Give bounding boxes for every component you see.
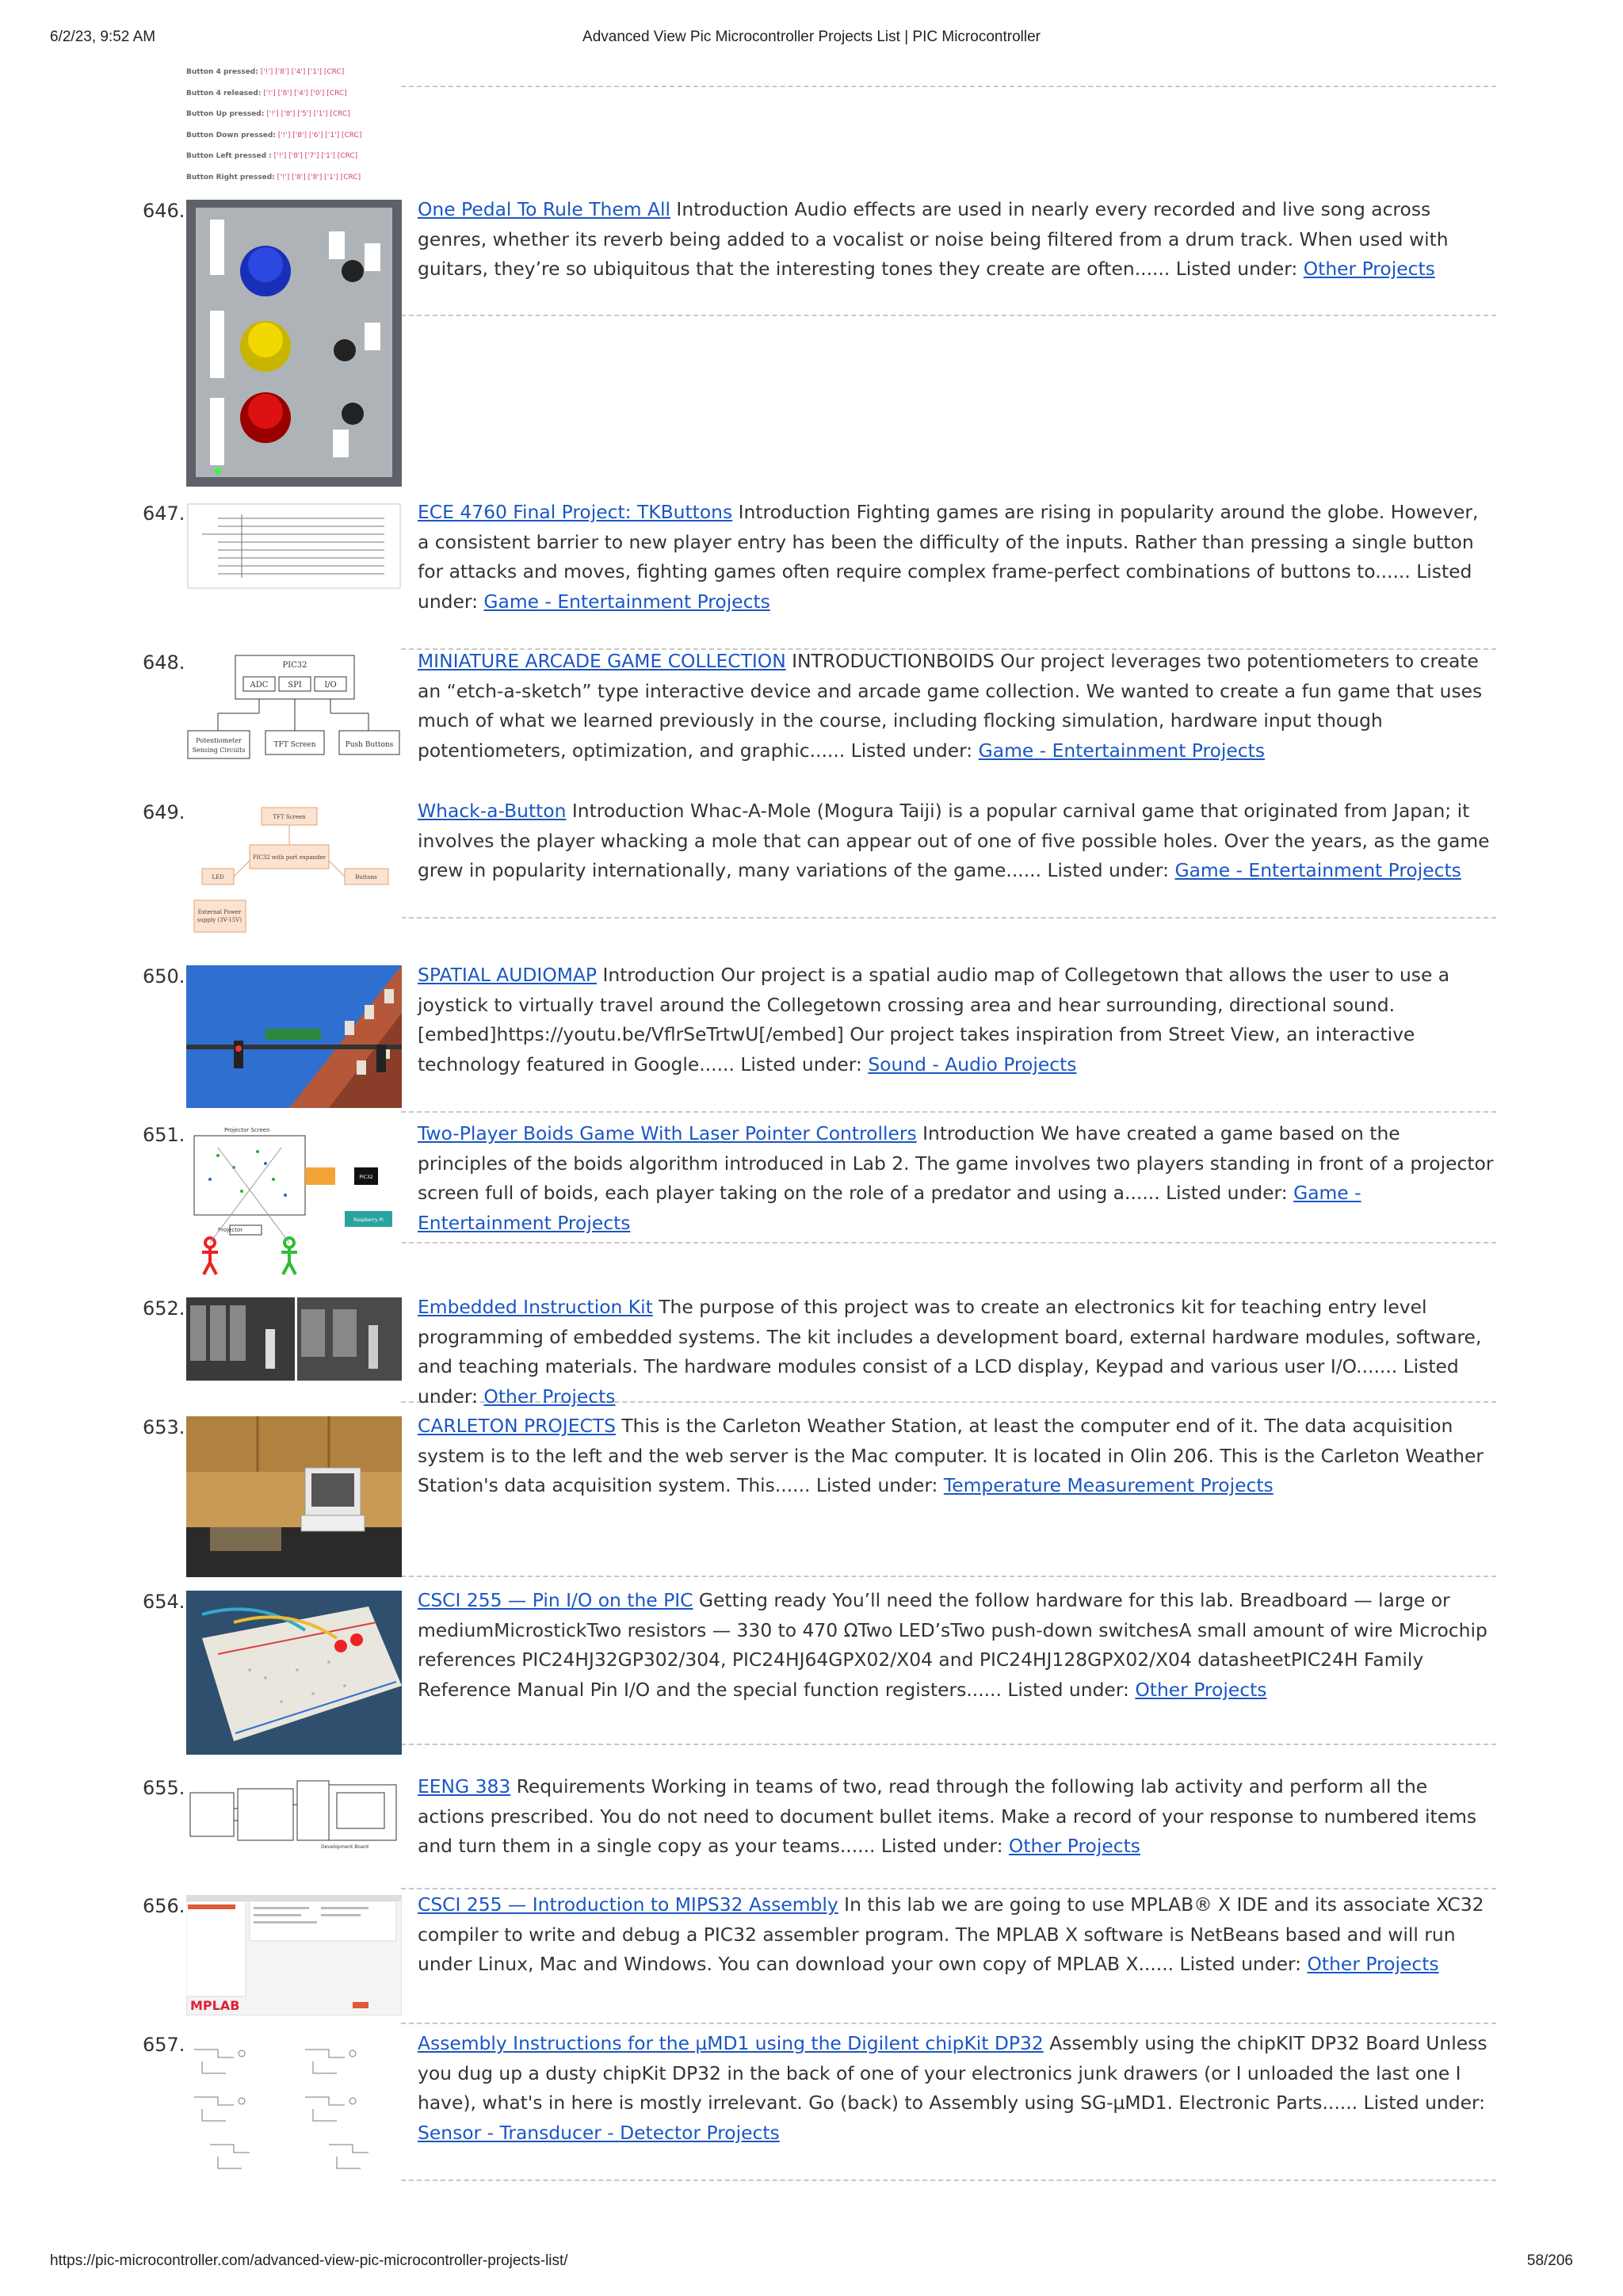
item-number: 649. — [143, 801, 185, 823]
item-number: 650. — [143, 965, 185, 988]
svg-text:TFT Screen: TFT Screen — [273, 741, 316, 749]
separator — [401, 917, 1496, 919]
project-title-link[interactable]: One Pedal To Rule Them All — [418, 198, 670, 220]
project-thumbnail[interactable] — [186, 801, 402, 936]
project-description: SPATIAL AUDIOMAP Introduction Our project is a spatial audio map of Collegetown that allows the user to use a joystick to virtually travel around the Collegetown crossing area and hear surrounding, directional sound. [embed]https://youtu.be/VflrSeTrtwU[/embed] Our project takes inspiration from Street View, an interactive technology featured in Google...... Listed under: Sound - Audio Projects — [418, 964, 1450, 1075]
separator — [401, 86, 1496, 87]
item-number: 656. — [143, 1895, 185, 1917]
svg-text:Projector: Projector — [218, 1227, 243, 1233]
item-number: 651. — [143, 1124, 185, 1146]
code-line: Button 4 released: ['!'] ['8'] ['4'] ['0'] [CRC] — [186, 89, 347, 97]
project-title-link[interactable]: Two-Player Boids Game With Laser Pointer Controllers — [418, 1122, 917, 1144]
item-number: 654. — [143, 1591, 185, 1613]
project-title-link[interactable]: Embedded Instruction Kit — [418, 1296, 653, 1318]
project-thumbnail[interactable] — [186, 965, 402, 1108]
separator — [401, 1888, 1496, 1889]
project-description: ECE 4760 Final Project: TKButtons Introduction Fighting games are rising in popularity around the globe. However, a consistent barrier to new player entry has been the difficulty of the inputs. Rather than pressing a single button for attacks and moves, fighting games often require complex frame-perfect combinations of buttons to...... Listed under: Game - Entertainment Projects — [418, 501, 1479, 613]
project-description: CSCI 255 — Introduction to MIPS32 Assembly In this lab we are going to use MPLAB® X IDE and its associate XC32 compiler to write and debug a PIC32 assembler program. The MPLAB X software is NetBeans based and will run under Linux, Mac and Windows. You can download your own copy of MPLAB X...... Listed under: Other Projects — [418, 1893, 1484, 1975]
item-number: 647. — [143, 502, 185, 525]
svg-text:Potentiometer: Potentiometer — [196, 737, 242, 744]
project-description: CSCI 255 — Pin I/O on the PIC Getting ready You’ll need the follow hardware for this lab. Breadboard — large or mediumMicrostickTwo resistors — 330 to 470 ΩTwo LED’sTwo push-down switchesA small amount of wire Microchip references PIC24HJ32GP302/304, PIC24HJ64GPX02/X04 and PIC24HJ128GPX02/X04 datasheetPIC24H Family Reference Manual Pin I/O and the special function registers...... Listed under: Other Projects — [418, 1589, 1487, 1701]
svg-text:Push Buttons: Push Buttons — [345, 741, 394, 749]
svg-text:Sensing Circuits: Sensing Circuits — [192, 747, 246, 754]
svg-text:supply (3V-15V): supply (3V-15V) — [197, 917, 242, 923]
print-datetime: 6/2/23, 9:52 AM — [50, 29, 156, 45]
project-title-link[interactable]: CSCI 255 — Introduction to MIPS32 Assembly — [418, 1893, 838, 1916]
category-link[interactable]: Other Projects — [1135, 1678, 1267, 1701]
separator — [401, 1111, 1496, 1113]
project-description: Assembly Instructions for the µMD1 using the Digilent chipKit DP32 Assembly using the chipKIT DP32 Board Unless you dug up a dusty chipKit DP32 in the back of one of your electronics junk drawers (or I unloaded the last one I have), what's in here is mostly irrelevant. Go (back) to Assembly using SG-µMD1. Electronic Parts...... Listed under: Sensor - Transducer - Detector Projects — [418, 2032, 1487, 2144]
category-link[interactable]: Game - Entertainment Projects — [483, 590, 770, 613]
project-title-link[interactable]: CARLETON PROJECTS — [418, 1415, 616, 1437]
svg-text:Projector Screen: Projector Screen — [224, 1127, 270, 1133]
project-description: CARLETON PROJECTS This is the Carleton Weather Station, at least the computer end of it. The data acquisition system is to the left and the web server is the Mac computer. It is located in Olin 206. This is the Carleton Weather Station's data acquisition system. This...... Listed under: Temperature Measurement Projects — [418, 1415, 1484, 1496]
project-title-link[interactable]: Whack-a-Button — [418, 800, 567, 822]
project-thumbnail[interactable] — [186, 1895, 402, 2015]
category-link[interactable]: Other Projects — [1008, 1835, 1140, 1857]
svg-text:LED: LED — [212, 874, 224, 881]
svg-text:MPLAB: MPLAB — [190, 1998, 240, 2013]
category-link[interactable]: Game - Entertainment Projects — [1174, 859, 1461, 881]
previous-entry-thumbnail — [186, 62, 402, 185]
svg-text:PIC32: PIC32 — [282, 661, 307, 670]
project-thumbnail[interactable] — [186, 1124, 402, 1278]
item-number: 655. — [143, 1777, 185, 1799]
item-number: 646. — [143, 200, 185, 222]
svg-text:Buttons: Buttons — [355, 874, 377, 881]
print-page-number: 58/206 — [1526, 2252, 1573, 2269]
print-page-title: Advanced View Pic Microcontroller Projects List | PIC Microcontroller — [582, 29, 1041, 45]
project-thumbnail[interactable] — [186, 1591, 402, 1755]
separator — [401, 2179, 1496, 2181]
project-description: One Pedal To Rule Them All Introduction Audio effects are used in nearly every recorded and live song across genres, whether its reverb being added to a vocalist or noise being filtered from a drum track. When used with guitars, they’re so ubiquitous that the interesting tones they create are often...... Listed under: Other Projects — [418, 198, 1449, 280]
code-line: Button Down pressed: ['!'] ['8'] ['6'] ['1'] [CRC] — [186, 131, 362, 139]
code-line: Button 4 pressed: ['!'] ['8'] ['4'] ['1'] [CRC] — [186, 68, 345, 76]
separator — [401, 315, 1496, 316]
project-description: Whack-a-Button Introduction Whac-A-Mole (Mogura Taiji) is a popular carnival game that originated from Japan; it involves the player whacking a mole that can appear out of one of five possible holes. Over the years, as the game grew in popularity internationally, many variations of the game...... Listed under: Game - Entertainment Projects — [418, 800, 1490, 881]
project-description: MINIATURE ARCADE GAME COLLECTION INTRODUCTIONBOIDS Our project leverages two potentiometers to create an “etch-a-sketch” type interactive device and arcade game collection. We wanted to create a fun game that uses much of what we learned previously in the course, including flocking simulation, hardware input though potentiometers, optimization, and graphic...... Listed under: Game - Entertainment Projects — [418, 650, 1483, 762]
item-number: 648. — [143, 651, 185, 674]
project-title-link[interactable]: Assembly Instructions for the µMD1 using the Digilent chipKit DP32 — [418, 2032, 1044, 2054]
svg-text:SPI: SPI — [288, 681, 302, 690]
item-number: 652. — [143, 1297, 185, 1320]
svg-text:TFT Screen: TFT Screen — [273, 814, 306, 820]
category-link[interactable]: Temperature Measurement Projects — [943, 1474, 1274, 1496]
item-number: 653. — [143, 1416, 185, 1438]
svg-text:External Power: External Power — [197, 909, 242, 915]
item-number: 657. — [143, 2034, 185, 2056]
project-thumbnail[interactable] — [186, 502, 402, 590]
category-link[interactable]: Sound - Audio Projects — [868, 1052, 1077, 1075]
project-thumbnail[interactable] — [186, 1416, 402, 1577]
project-title-link[interactable]: MINIATURE ARCADE GAME COLLECTION — [418, 650, 786, 672]
category-link[interactable]: Other Projects — [483, 1385, 616, 1408]
code-line: Button Left pressed : ['!'] ['8'] ['7'] ['1'] [CRC] — [186, 152, 358, 160]
project-description: Embedded Instruction Kit The purpose of this project was to create an electronics kit for teaching entry level programming of embedded systems. The kit includes a development board, external hardware modules, software, and teaching materials. The hardware modules consist of a LCD display, Keypad and various user I/O....... Listed under: Other Projects — [418, 1296, 1482, 1408]
separator — [401, 1242, 1496, 1244]
project-thumbnail[interactable] — [186, 1297, 402, 1381]
separator — [401, 1744, 1496, 1745]
code-line: Button Up pressed: ['!'] ['8'] ['5'] ['1'] [CRC] — [186, 110, 350, 118]
category-link[interactable]: Other Projects — [1307, 1953, 1439, 1975]
svg-text:PIC32 with port expander: PIC32 with port expander — [252, 854, 327, 861]
project-thumbnail[interactable] — [186, 2034, 402, 2176]
category-link[interactable]: Game - Entertainment Projects — [418, 1182, 1361, 1234]
category-link[interactable]: Game - Entertainment Projects — [978, 739, 1266, 762]
project-description: EENG 383 Requirements Working in teams of two, read through the following lab activity and perform all the actions prescribed. You do not need to document bullet items. Make a record of your response to numbered items and turn them in a single copy as your teams...... Listed under: Other Projects — [418, 1775, 1477, 1857]
svg-text:PIC32: PIC32 — [359, 1175, 373, 1180]
category-link[interactable]: Sensor - Transducer - Detector Projects — [418, 2121, 780, 2144]
project-title-link[interactable]: EENG 383 — [418, 1775, 511, 1797]
project-description: Two-Player Boids Game With Laser Pointer Controllers Introduction We have created a game based on the principles of the boids algorithm introduced in Lab 2. The game involves two players standing in front of a projector screen full of boids, each player taking on the role of a predator and using a...... Listed under: Game - Entertainment Projects — [418, 1122, 1494, 1234]
separator — [401, 1576, 1496, 1577]
svg-text:I/O: I/O — [324, 681, 337, 690]
project-title-link[interactable]: ECE 4760 Final Project: TKButtons — [418, 501, 733, 523]
project-thumbnail[interactable] — [186, 651, 402, 762]
separator — [401, 2023, 1496, 2024]
project-thumbnail[interactable] — [186, 1777, 402, 1852]
code-line: Button Right pressed: ['!'] ['8'] ['8'] ['1'] [CRC] — [186, 173, 361, 181]
project-title-link[interactable]: SPATIAL AUDIOMAP — [418, 964, 598, 986]
svg-text:Raspberry Pi: Raspberry Pi — [353, 1217, 384, 1223]
project-title-link[interactable]: CSCI 255 — Pin I/O on the PIC — [418, 1589, 693, 1611]
svg-text:ADC: ADC — [250, 681, 269, 690]
project-thumbnail[interactable] — [186, 200, 402, 487]
category-link[interactable]: Other Projects — [1303, 258, 1435, 280]
print-url: https://pic-microcontroller.com/advanced-view-pic-microcontroller-projects-list/ — [50, 2252, 568, 2269]
svg-text:Development Board: Development Board — [321, 1844, 369, 1850]
